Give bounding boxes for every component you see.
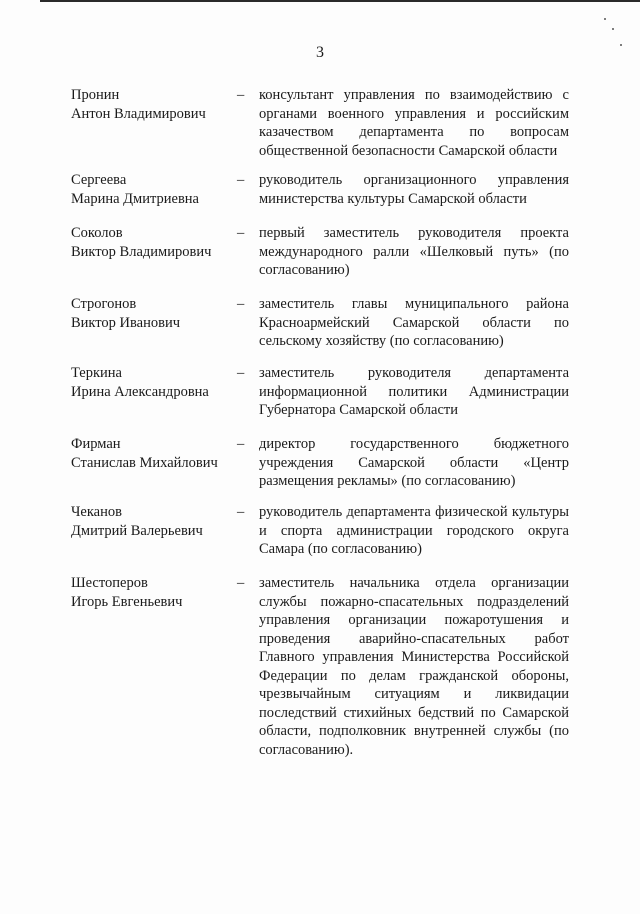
given-names: Виктор Иванович xyxy=(71,315,181,331)
member-name xyxy=(71,171,241,209)
member-position: заместитель начальника отдела организации службы пожарно-спасательных подразделений управления организации пожаротушения и проведения аварийно-спасательных работ Главного управления Министерства Российской Федерации по делам гражданской обороны, чрезвычайным ситуациям и ликвидации последствий стихийных бедствий по Самарской области, подполковник внутренней службы (по согласованию). xyxy=(259,575,569,758)
top-edge-line xyxy=(40,0,640,2)
dash-separator: – xyxy=(237,87,245,103)
surname: Шестоперов xyxy=(71,575,148,591)
given-names: Игорь Евгеньевич xyxy=(71,594,183,610)
member-name xyxy=(71,364,241,402)
member-position: первый заместитель руководителя проекта международного ралли «Шелковый путь» (по согласованию) xyxy=(259,225,569,278)
page-number: 3 xyxy=(316,44,324,61)
dash-separator: – xyxy=(237,296,245,312)
member-position: консультант управления по взаимодействию с органами военного управления и российским казачеством департамента по вопросам общественной безопасности Самарской области xyxy=(259,87,569,159)
given-names: Антон Владимирович xyxy=(71,106,206,122)
dash-separator: – xyxy=(237,504,245,520)
member-name xyxy=(71,503,241,541)
member-name xyxy=(71,86,241,124)
given-names: Виктор Владимирович xyxy=(71,244,212,260)
given-names: Станислав Михайлович xyxy=(71,455,218,471)
surname: Фирман xyxy=(71,436,121,452)
surname: Сергеева xyxy=(71,172,127,188)
dash-separator: – xyxy=(237,172,245,188)
surname: Чеканов xyxy=(71,504,122,520)
surname: Строгонов xyxy=(71,296,137,312)
given-names: Марина Дмитриевна xyxy=(71,191,199,207)
member-position: руководитель организационного управления министерства культуры Самарской области xyxy=(259,172,569,207)
surname: Соколов xyxy=(71,225,123,241)
given-names: Ирина Александровна xyxy=(71,384,209,400)
member-name xyxy=(71,574,241,612)
dash-separator: – xyxy=(237,436,245,452)
dash-separator: – xyxy=(237,365,245,381)
member-name xyxy=(71,295,241,333)
dash-separator: – xyxy=(237,225,245,241)
member-position: заместитель руководителя департамента информационной политики Администрации Губернатора Самарской области xyxy=(259,365,569,418)
member-name xyxy=(71,435,241,473)
member-position: директор государственного бюджетного учреждения Самарской области «Центр размещения рекламы» (по согласованию) xyxy=(259,436,569,489)
dash-separator: – xyxy=(237,575,245,591)
member-position: руководитель департамента физической культуры и спорта администрации городского округа Самара (по согласованию) xyxy=(259,504,569,557)
given-names: Дмитрий Валерьевич xyxy=(71,523,203,539)
member-position: заместитель главы муниципального района Красноармейский Самарской области по сельскому хозяйству (по согласованию) xyxy=(259,296,569,349)
surname: Теркина xyxy=(71,365,122,381)
surname: Пронин xyxy=(71,87,120,103)
member-name xyxy=(71,224,241,262)
